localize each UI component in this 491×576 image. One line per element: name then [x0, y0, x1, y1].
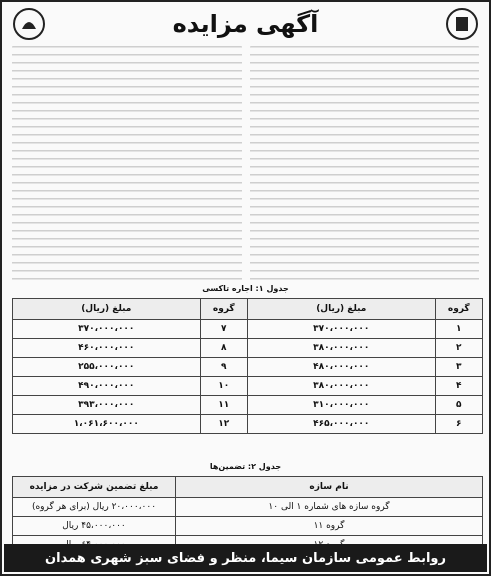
- amount-cell: ۳۸۰،۰۰۰،۰۰۰: [248, 339, 436, 358]
- table-row: [13, 517, 483, 536]
- organization-logo: [445, 7, 479, 41]
- amount-cell: ۳۹۳،۰۰۰،۰۰۰: [13, 396, 201, 415]
- guarantee-amount-cell: ۲۰،۰۰۰،۰۰۰ ریال (برای هر گروه): [13, 498, 176, 517]
- structure-name-cell: گروه ۱۱: [176, 517, 483, 536]
- group-cell: ۸: [200, 339, 247, 358]
- group-cell: ۷: [200, 320, 247, 339]
- amount-cell: ۲۵۵،۰۰۰،۰۰۰: [13, 358, 201, 377]
- group-cell: ۶: [435, 415, 482, 434]
- group-cell: ۹: [200, 358, 247, 377]
- amount-cell: ۴۶۰،۰۰۰،۰۰۰: [13, 339, 201, 358]
- col-group-header: گروه: [200, 299, 247, 320]
- table-header-row: [13, 299, 483, 320]
- amount-cell: ۴۹۰،۰۰۰،۰۰۰: [13, 377, 201, 396]
- table-header-row: [13, 477, 483, 498]
- group-cell: ۲: [435, 339, 482, 358]
- group-cell: ۳: [435, 358, 482, 377]
- text-column-right: [250, 46, 480, 282]
- structure-name-cell: گروه سازه های شماره ۱ الی ۱۰: [176, 498, 483, 517]
- col-guarantee-header: مبلغ تضمین شرکت در مزایده: [13, 477, 176, 498]
- group-cell: ۴: [435, 377, 482, 396]
- amount-cell: ۴۸۰،۰۰۰،۰۰۰: [248, 358, 436, 377]
- table-row: [13, 320, 483, 339]
- group-cell: ۵: [435, 396, 482, 415]
- text-column-left: [12, 46, 242, 282]
- amount-cell: ۳۱۰،۰۰۰،۰۰۰: [248, 396, 436, 415]
- table-row: [13, 396, 483, 415]
- guarantee-amount-cell: ۴۵،۰۰۰،۰۰۰ ریال: [13, 517, 176, 536]
- table2-title: جدول ۲: تضمین‌ها: [209, 462, 282, 471]
- table-row: [13, 339, 483, 358]
- table-row: [13, 498, 483, 517]
- group-cell: ۱۲: [200, 415, 247, 434]
- notice-title: آگهی مزایده: [172, 10, 319, 38]
- col-group-header: گروه: [435, 299, 482, 320]
- notice-body-text: [12, 46, 479, 282]
- table-row: [13, 377, 483, 396]
- group-cell: ۱۰: [200, 377, 247, 396]
- footer-banner: روابط عمومی سازمان سیما، منظر و فضای سبز شهری همدان: [4, 544, 487, 572]
- taxi-rental-table: [12, 298, 483, 434]
- col-amount-header: مبلغ (ریال): [13, 299, 201, 320]
- col-name-header: نام سازه: [176, 477, 483, 498]
- group-cell: ۱: [435, 320, 482, 339]
- amount-cell: ۳۸۰،۰۰۰،۰۰۰: [248, 377, 436, 396]
- amount-cell: ۱،۰۶۱،۶۰۰،۰۰۰: [13, 415, 201, 434]
- amount-cell: ۳۷۰،۰۰۰،۰۰۰: [13, 320, 201, 339]
- notice-header: [4, 4, 487, 44]
- amount-cell: ۳۷۰،۰۰۰،۰۰۰: [248, 320, 436, 339]
- amount-cell: ۴۶۵،۰۰۰،۰۰۰: [248, 415, 436, 434]
- table-row: [13, 415, 483, 434]
- table1-title: جدول ۱: اجاره تاکسی: [202, 284, 289, 293]
- table-row: [13, 358, 483, 377]
- group-cell: ۱۱: [200, 396, 247, 415]
- municipality-logo: [12, 7, 46, 41]
- col-amount-header: مبلغ (ریال): [248, 299, 436, 320]
